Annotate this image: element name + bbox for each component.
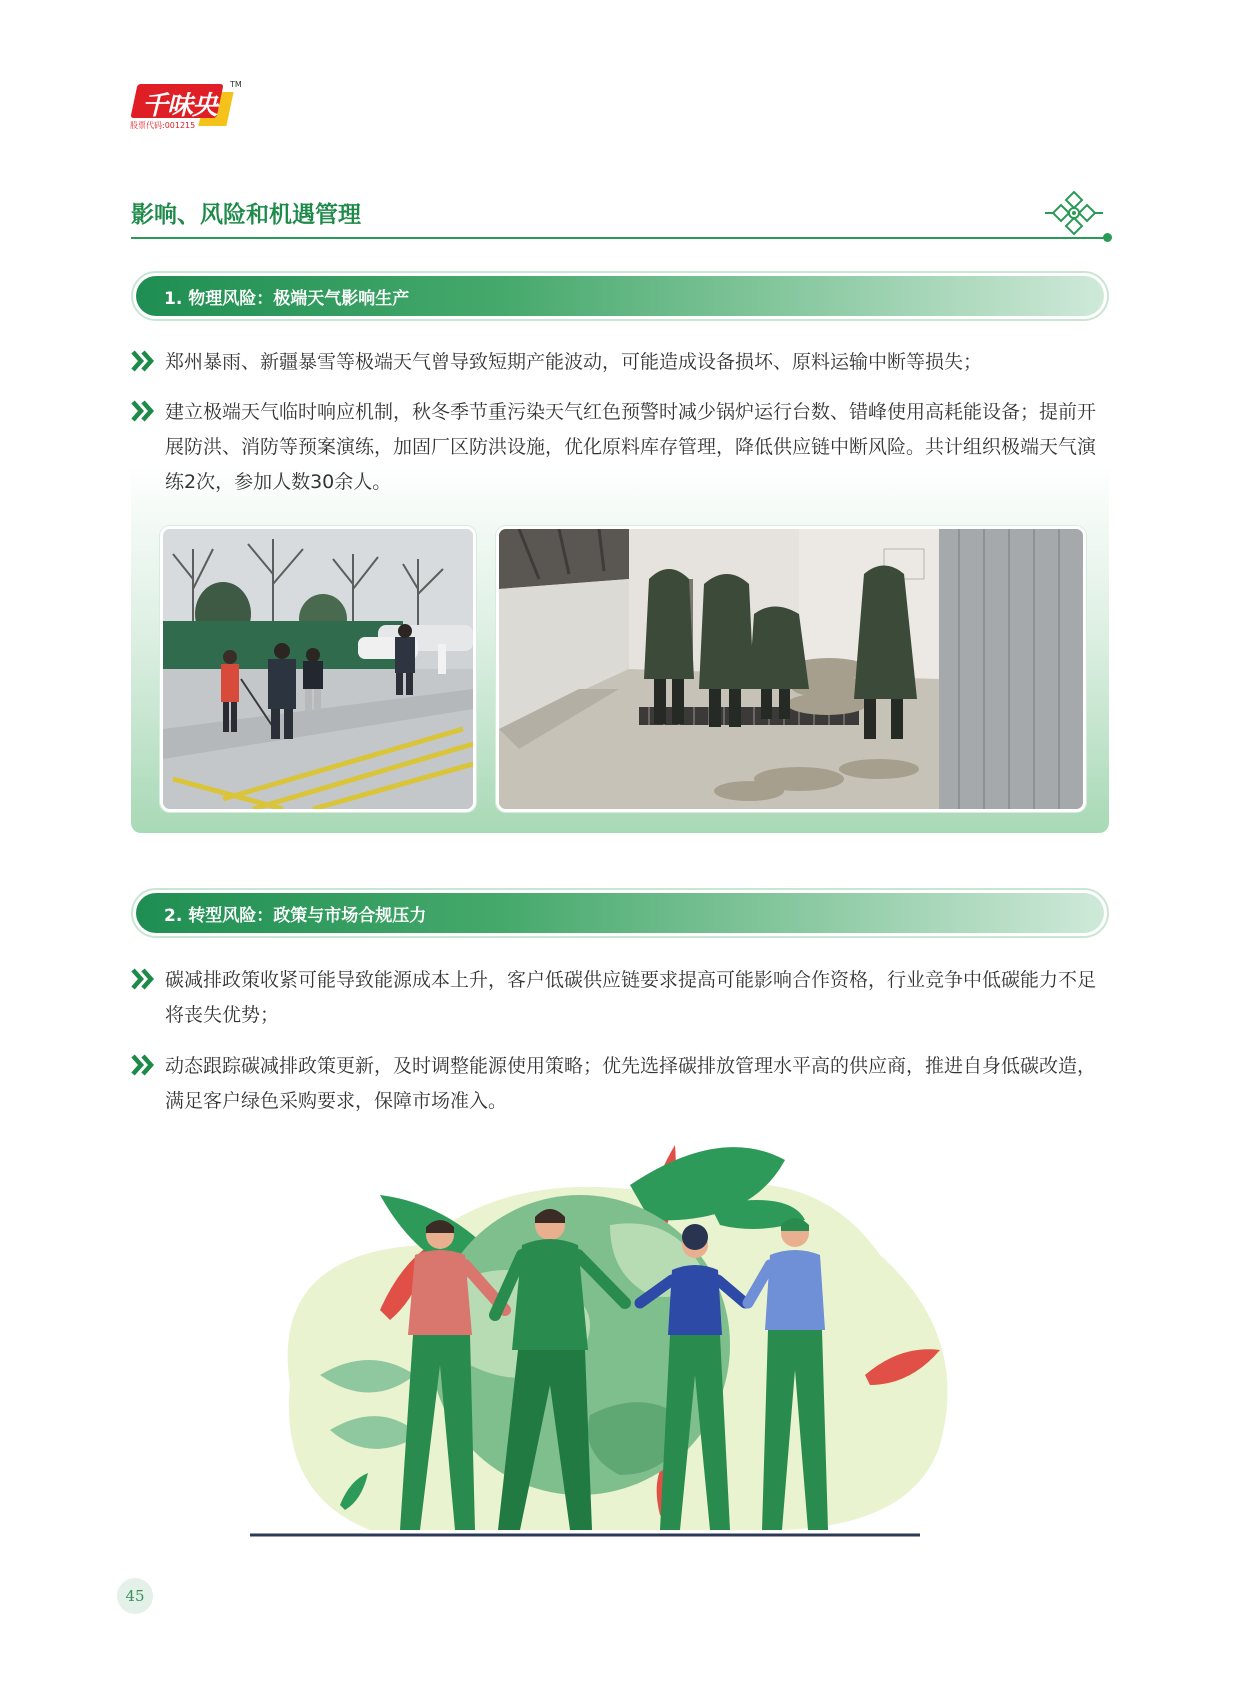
section2-bullet-2 <box>131 1049 1111 1119</box>
logo-stock-code: 股票代码:001215 <box>130 121 196 130</box>
logo-trademark: TM <box>230 80 242 89</box>
section2-bullet-1 <box>131 963 1111 1033</box>
section2-heading-bar <box>131 888 1109 938</box>
company-logo <box>128 80 242 158</box>
bullet-text: 动态跟踪碳减排政策更新，及时调整能源使用策略；优先选择碳排放管理水平高的供应商，推进自身低碳改造，满足客户绿色采购要求，保障市场准入。 <box>165 1055 1097 1112</box>
bullet-text: 郑州暴雨、新疆暴雪等极端天气曾导致短期产能波动，可能造成设备损坏、原料运输中断等损失； <box>165 351 983 373</box>
double-chevron-icon <box>131 1053 155 1077</box>
section1-bullet-1 <box>131 345 1111 380</box>
title-underline <box>131 237 1109 239</box>
page-title: 影响、风险和机遇管理 <box>131 202 361 228</box>
green-earth-illustration <box>250 1135 990 1545</box>
section1-bullet-2 <box>131 395 1111 500</box>
page-number: 45 <box>117 1578 153 1614</box>
title-underline-dot <box>1103 233 1112 242</box>
double-chevron-icon <box>131 349 155 373</box>
section1-heading-bar <box>131 271 1109 321</box>
section2-heading: 2. 转型风险：政策与市场合规压力 <box>164 905 427 926</box>
bullet-text: 建立极端天气临时响应机制，秋冬季节重污染天气红色预警时减少锅炉运行台数、错峰使用高耗能设备；提前开展防洪、消防等预案演练，加固厂区防洪设施，优化原料库存管理，降低供应链中断风险。共计组织极端天气演练2次，参加人数30余人。 <box>165 401 1097 493</box>
ornament-icon <box>1045 188 1103 238</box>
bullet-text: 碳减排政策收紧可能导致能源成本上升，客户低碳供应链要求提高可能影响合作资格，行业竞争中低碳能力不足将丧失优势； <box>165 969 1097 1026</box>
double-chevron-icon <box>131 399 155 423</box>
flood-drill-photo <box>496 526 1086 812</box>
double-chevron-icon <box>131 967 155 991</box>
section1-heading: 1. 物理风险：极端天气影响生产 <box>164 288 410 309</box>
snow-clearing-photo <box>160 526 476 812</box>
logo-brand-text: 千味央厨 <box>142 91 218 158</box>
